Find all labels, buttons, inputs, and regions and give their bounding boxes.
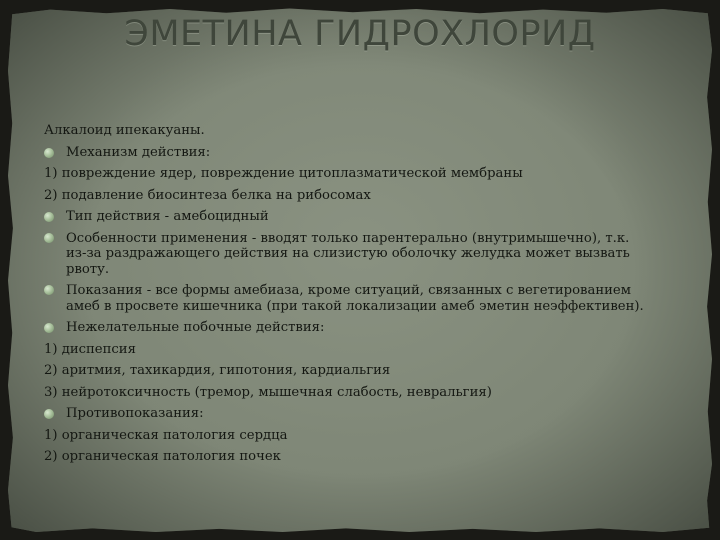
- side-effect-item-1: 1) диспепсия: [44, 341, 136, 357]
- indications-text-line-2: амеб в просвете кишечника (при такой локализации амеб эметин неэффективен).: [66, 298, 644, 314]
- bullet-contraindications: [44, 403, 694, 425]
- bullet-icon: [44, 285, 54, 295]
- intro-text: Алкалоид ипекакуаны.: [44, 123, 205, 138]
- bullet-action-type: [44, 206, 694, 228]
- contraindications-label: Противопоказания:: [66, 406, 204, 421]
- bullet-icon: [44, 212, 54, 222]
- bullet-mechanism: [44, 142, 694, 164]
- slide-body: [44, 120, 694, 468]
- mechanism-item-2: 2) подавление биосинтеза белка на рибосомах: [44, 187, 371, 203]
- contraindication-item-2: 2) органическая патология почек: [44, 449, 281, 464]
- usage-text-line-2: из-за раздражающего действия на слизистую оболочку желудка может вызвать: [66, 246, 630, 261]
- side-effect-item-2: 2) аритмия, тахикардия, гипотония, кардиальгия: [44, 363, 391, 378]
- indications-text-line-1: Показания - все формы амебиаза, кроме ситуаций, связанных с вегетированием: [66, 283, 631, 298]
- contraindication-item-1: 1) органическая патология сердца: [44, 427, 288, 443]
- bullet-icon: [44, 323, 54, 333]
- usage-text-line-1: Особенности применения - вводят только парентерально (внутримышечно), т.к.: [66, 230, 630, 246]
- action-type-text: Тип действия - амебоцидный: [66, 209, 269, 224]
- bullet-usage: [44, 228, 694, 281]
- bullet-icon: [44, 409, 54, 419]
- bullet-indications: [44, 280, 694, 317]
- side-effect-item-3: 3) нейротоксичность (тремор, мышечная слабость, невральгия): [44, 384, 492, 400]
- bullet-icon: [44, 233, 54, 243]
- side-effects-label: Нежелательные побочные действия:: [66, 320, 325, 335]
- mechanism-label: Механизм действия:: [66, 144, 211, 160]
- bullet-icon: [44, 148, 54, 158]
- usage-text-line-3: рвоту.: [66, 261, 110, 277]
- slide-title: ЭМЕТИНА ГИДРОХЛОРИД: [124, 14, 596, 54]
- mechanism-item-1: 1) повреждение ядер, повреждение цитоплазматической мембраны: [44, 166, 523, 181]
- bullet-side-effects: [44, 317, 694, 339]
